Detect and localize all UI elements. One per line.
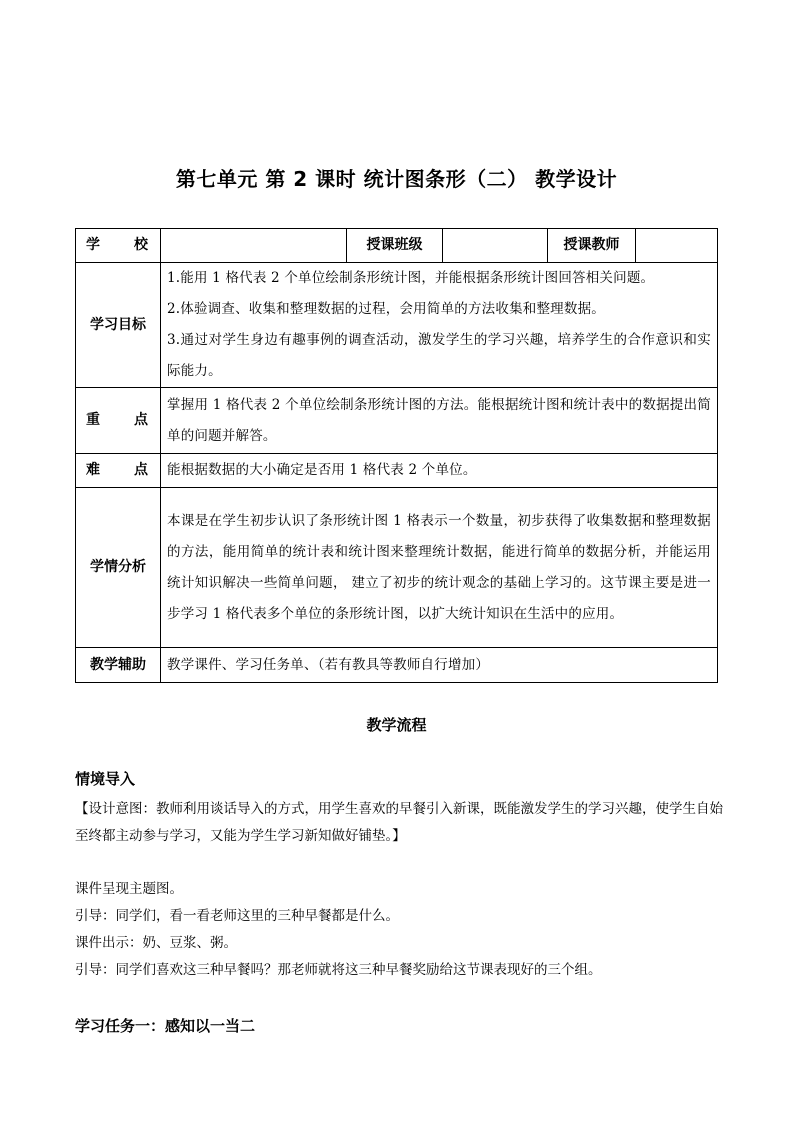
- intro-line-2: 引导：同学们，看一看老师这里的三种早餐都是什么。: [75, 908, 399, 924]
- intro-line-4: 引导：同学们喜欢这三种早餐吗？那老师就将这三种早餐奖励给这节课表现好的三个组。: [75, 962, 602, 978]
- key-label-cell: [76, 388, 161, 454]
- goals-label: 学习目标: [76, 263, 161, 388]
- intro-heading: 情境导入: [75, 770, 136, 788]
- goals-value: [161, 263, 718, 388]
- key-value: 掌握用 1 格代表 2 个单位绘制条形统计图的方法。能根据统计图和统计表中的数据提出简单的问题并解答。: [161, 388, 718, 454]
- design-intent: 【设计意图：教师利用谈话导入的方式，用学生喜欢的早餐引入新课，既能激发学生的学习兴趣，使学生自始至终都主动参与学习，又能为学生学习新知做好铺垫。】: [75, 801, 723, 844]
- school-label-char-2: 校: [134, 237, 148, 253]
- intro-line-3: 课件出示：奶、豆浆、粥。: [75, 935, 237, 951]
- key-label-char-2: 点: [134, 412, 148, 428]
- table-row-difficulty: [76, 454, 718, 488]
- goal-item-3: 3.通过对学生身边有趣事例的调查活动，激发学生的学习兴趣，培养学生的合作意识和实际能力。: [167, 332, 711, 379]
- school-value[interactable]: [161, 229, 347, 263]
- task1-heading: 学习任务一：感知以一当二: [75, 1017, 256, 1035]
- analysis-label: 学情分析: [76, 488, 161, 648]
- goal-item-2: 2.体验调查、收集和整理数据的过程，会用简单的方法收集和整理数据。: [167, 301, 605, 317]
- aids-label: 教学辅助: [76, 648, 161, 683]
- intro-line-1: 课件呈现主题图。: [75, 881, 183, 897]
- school-label: [86, 230, 148, 261]
- difficulty-label: [86, 455, 148, 486]
- difficulty-label-char-2: 点: [134, 462, 148, 478]
- class-label: 授课班级: [347, 229, 443, 263]
- difficulty-value: 能根据数据的大小确定是否用 1 格代表 2 个单位。: [161, 454, 718, 488]
- table-row-analysis: [76, 488, 718, 648]
- intro-lines: [75, 876, 735, 984]
- difficulty-label-cell: [76, 454, 161, 488]
- teacher-label: 授课教师: [548, 229, 636, 263]
- table-row-school: [76, 229, 718, 263]
- table-row-aids: [76, 648, 718, 683]
- teacher-value[interactable]: [636, 229, 718, 263]
- school-label-char-1: 学: [86, 237, 100, 253]
- lesson-info-table: [75, 228, 718, 683]
- goal-item-1: 1.能用 1 格代表 2 个单位绘制条形统计图，并能根据条形统计图回答相关问题。: [167, 270, 655, 286]
- table-row-goals: [76, 263, 718, 388]
- key-label-char-1: 重: [86, 412, 100, 428]
- process-heading: 教学流程: [366, 716, 427, 734]
- table-row-key: [76, 388, 718, 454]
- class-value[interactable]: [443, 229, 548, 263]
- aids-value: 教学课件、学习任务单、（若有教具等教师自行增加）: [161, 648, 718, 683]
- difficulty-label-char-1: 难: [86, 462, 100, 478]
- school-label-cell: [76, 229, 161, 263]
- key-label: [86, 405, 148, 436]
- analysis-value: 本课是在学生初步认识了条形统计图 1 格表示一个数量，初步获得了收集数据和整理数据的方法，能用简单的统计表和统计图来整理统计数据，能进行简单的数据分析，并能运用统计知识解决一些简单问题， 建立了初步的统计观念的基础上学习的。这节课主要是进一步学习 1 格代表多个单位的条形统计图，以扩大统计知识在生活中的应用。: [161, 488, 718, 648]
- page-title: 第七单元 第 2 课时 统计图条形（二） 教学设计: [175, 167, 618, 191]
